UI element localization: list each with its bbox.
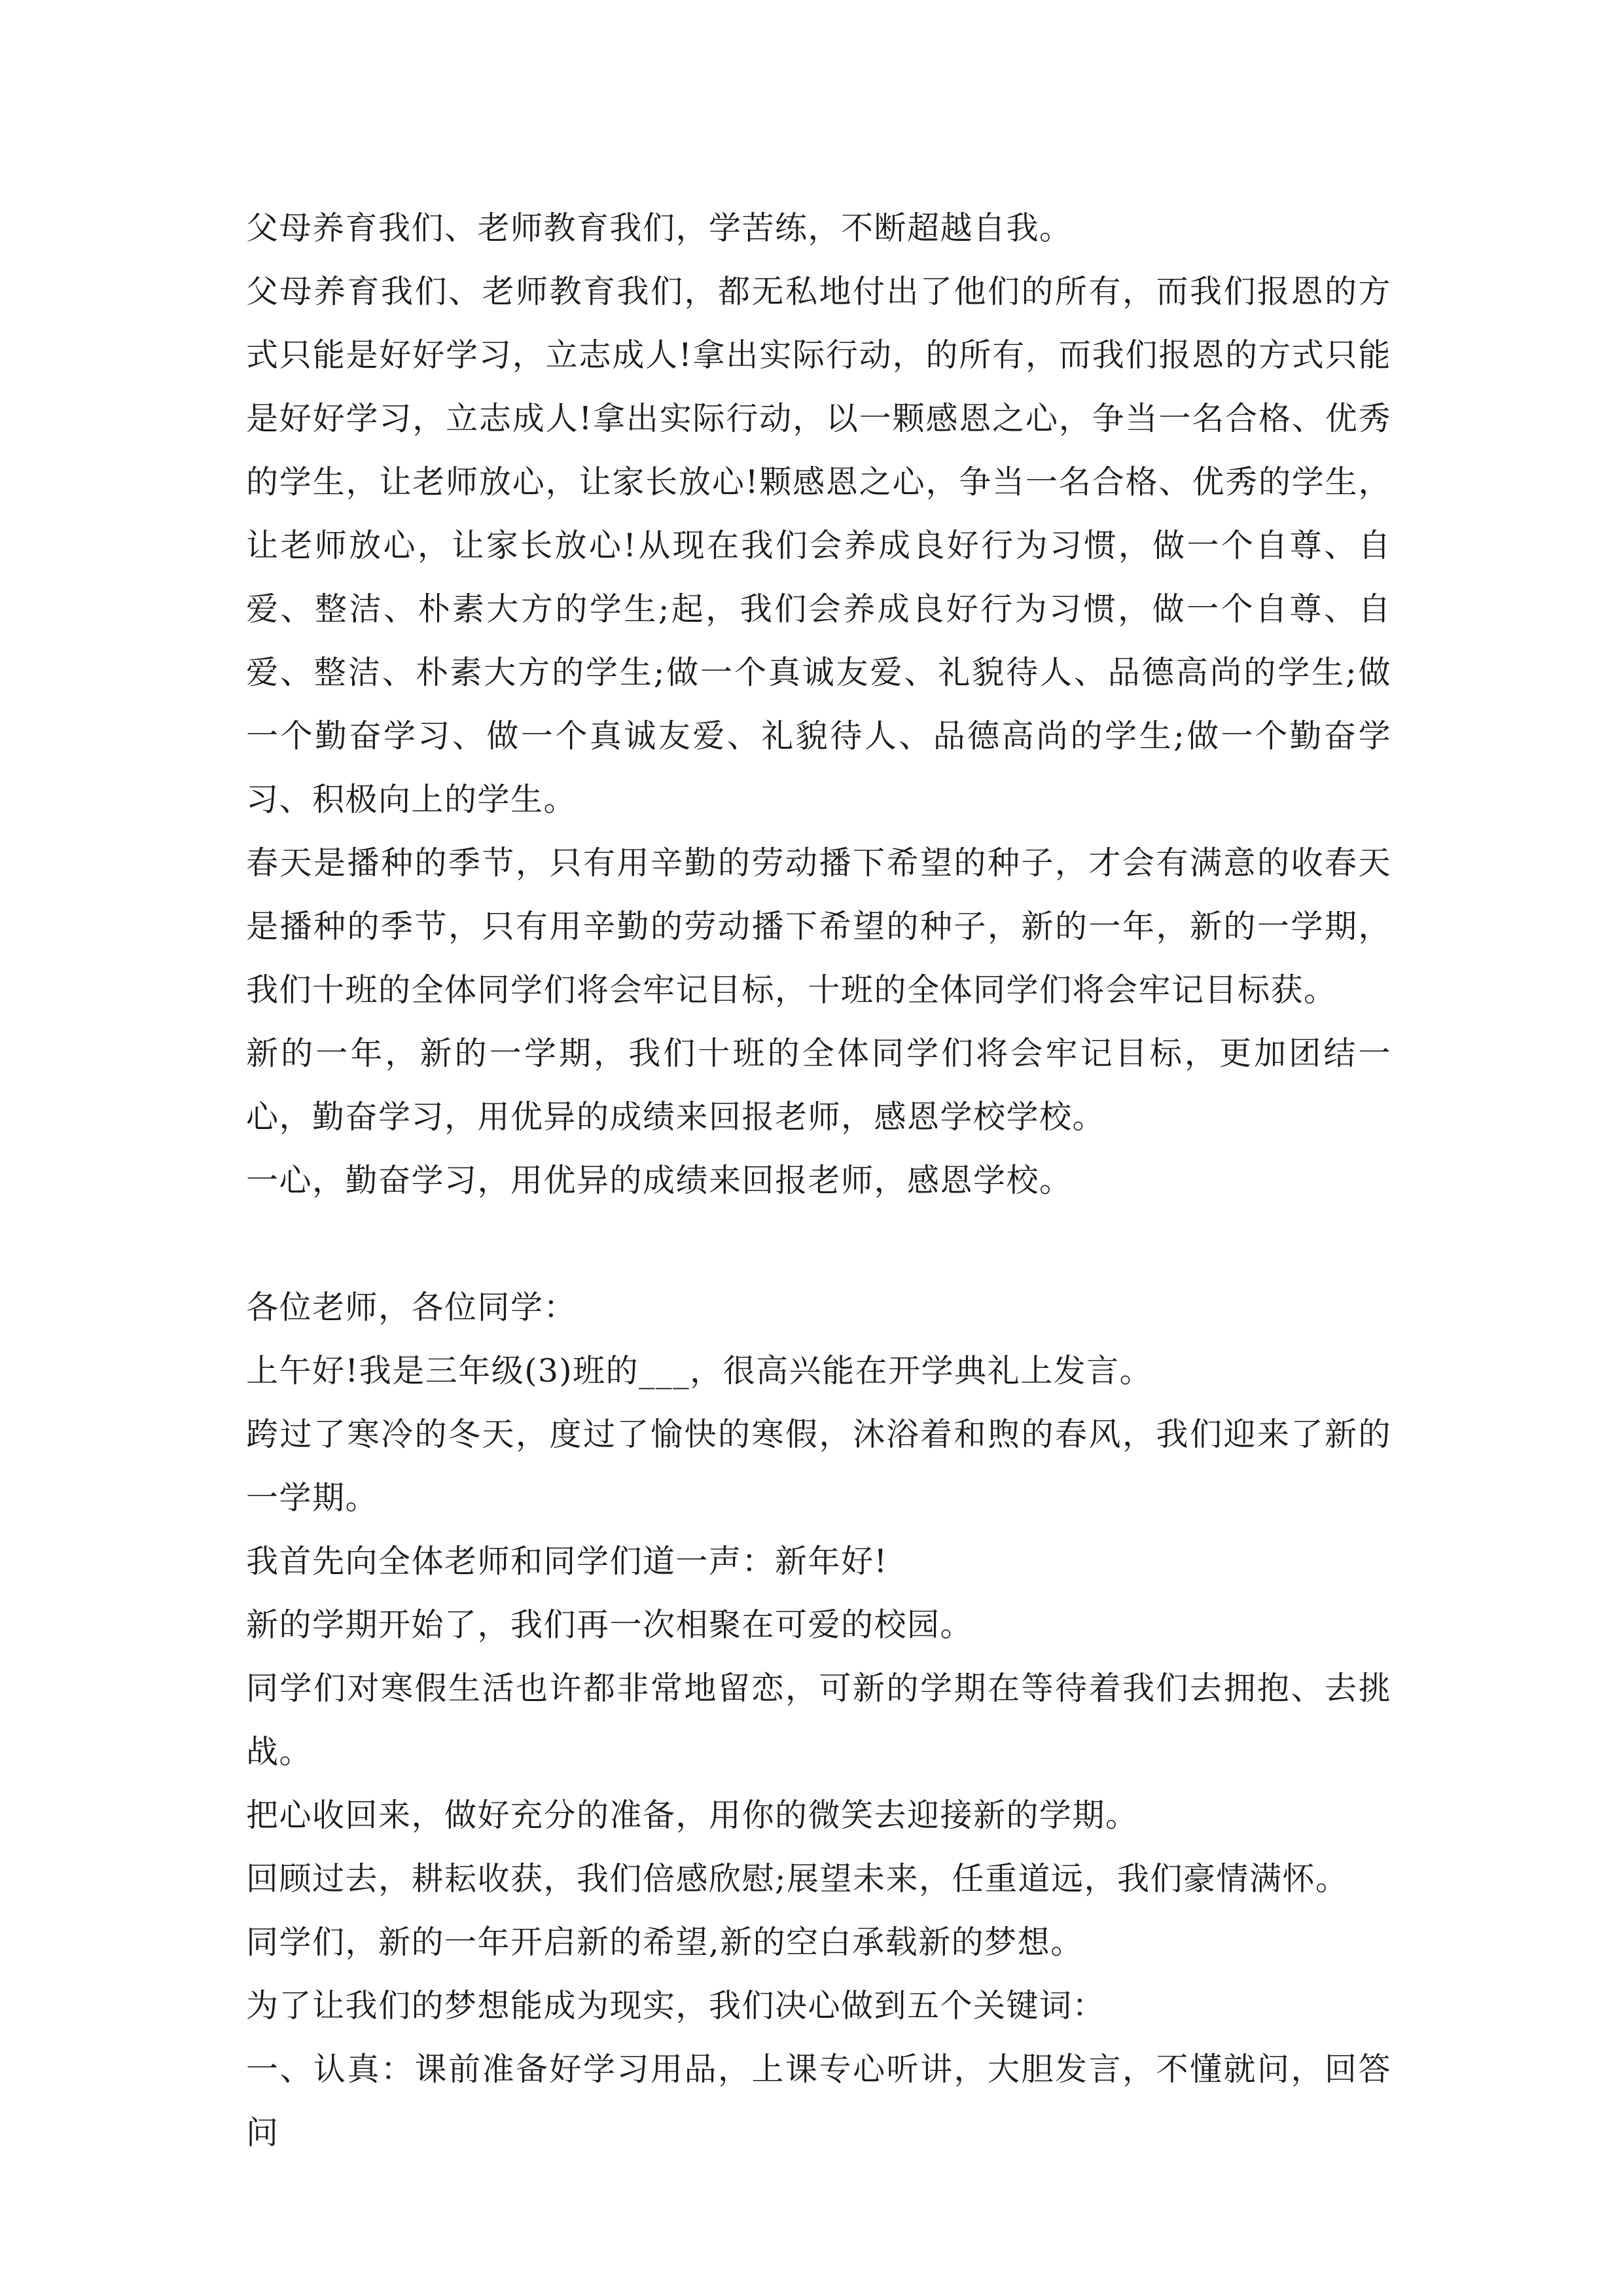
paragraph: 跨过了寒冷的冬天，度过了愉快的寒假，沐浴着和煦的春风，我们迎来了新的一学期。 bbox=[246, 1416, 1391, 1516]
paragraph: 我首先向全体老师和同学们道一声：新年好! bbox=[246, 1543, 888, 1580]
paragraph: 为了让我们的梦想能成为现实，我们决心做到五个关键词： bbox=[246, 1987, 1106, 2024]
paragraph: 上午好!我是三年级(3)班的___，很高兴能在开学典礼上发言。 bbox=[246, 1352, 1153, 1390]
paragraph: 同学们，新的一年开启新的希望,新的空白承载新的梦想。 bbox=[246, 1924, 1084, 1961]
paragraph: 父母养育我们、老师教育我们，都无私地付出了他们的所有，而我们报恩的方式只能是好好学习，立志成人!拿出实际行动，的所有，而我们报恩的方式只能是好好学习，立志成人!拿出实际行动，以一颗感恩之心，争当一名合格、优秀的学生，让老师放心，让家长放心!颗感恩之心，争当一名合格、优秀的学生，让老师放心，让家长放心!从现在我们会养成良好行为习惯，做一个自尊、自爱、整洁、朴素大方的学生;起，我们会养成良好行为习惯，做一个自尊、自爱、整洁、朴素大方的学生;做一个真诚友爱、礼貌待人、品德高尚的学生;做一个勤奋学习、做一个真诚友爱、礼貌待人、品德高尚的学生;做一个勤奋学习、积极向上的学生。 bbox=[246, 273, 1391, 818]
paragraph: 新的一年，新的一学期，我们十班的全体同学们将会牢记目标，更加团结一心，勤奋学习，用优异的成绩来回报老师，感恩学校学校。 bbox=[246, 1035, 1391, 1136]
paragraph: 把心收回来，做好充分的准备，用你的微笑去迎接新的学期。 bbox=[246, 1797, 1139, 1834]
paragraph: 同学们对寒假生活也许都非常地留恋，可新的学期在等待着我们去拥抱、去挑战。 bbox=[246, 1670, 1391, 1770]
paragraph: 一、认真：课前准备好学习用品，上课专心听讲，大胆发言，不懂就问，回答问 bbox=[246, 2051, 1391, 2151]
paragraph: 一心，勤奋学习，用优异的成绩来回报老师，感恩学校。 bbox=[246, 1162, 1073, 1199]
paragraph: 新的学期开始了，我们再一次相聚在可爱的校园。 bbox=[246, 1606, 974, 1643]
paragraph: 春天是播种的季节，只有用辛勤的劳动播下希望的种子，才会有满意的收春天是播种的季节，只有用辛勤的劳动播下希望的种子，新的一年，新的一学期，我们十班的全体同学们将会牢记目标，十班的全体同学们将会牢记目标获。 bbox=[246, 844, 1391, 1009]
document-body bbox=[246, 196, 1391, 2164]
speech-greeting: 各位老师，各位同学： bbox=[246, 1289, 577, 1326]
paragraph: 父母养育我们、老师教育我们，学苦练，不断超越自我。 bbox=[246, 209, 1073, 247]
paragraph: 回顾过去，耕耘收获，我们倍感欣慰;展望未来，任重道远，我们豪情满怀。 bbox=[246, 1860, 1349, 1897]
